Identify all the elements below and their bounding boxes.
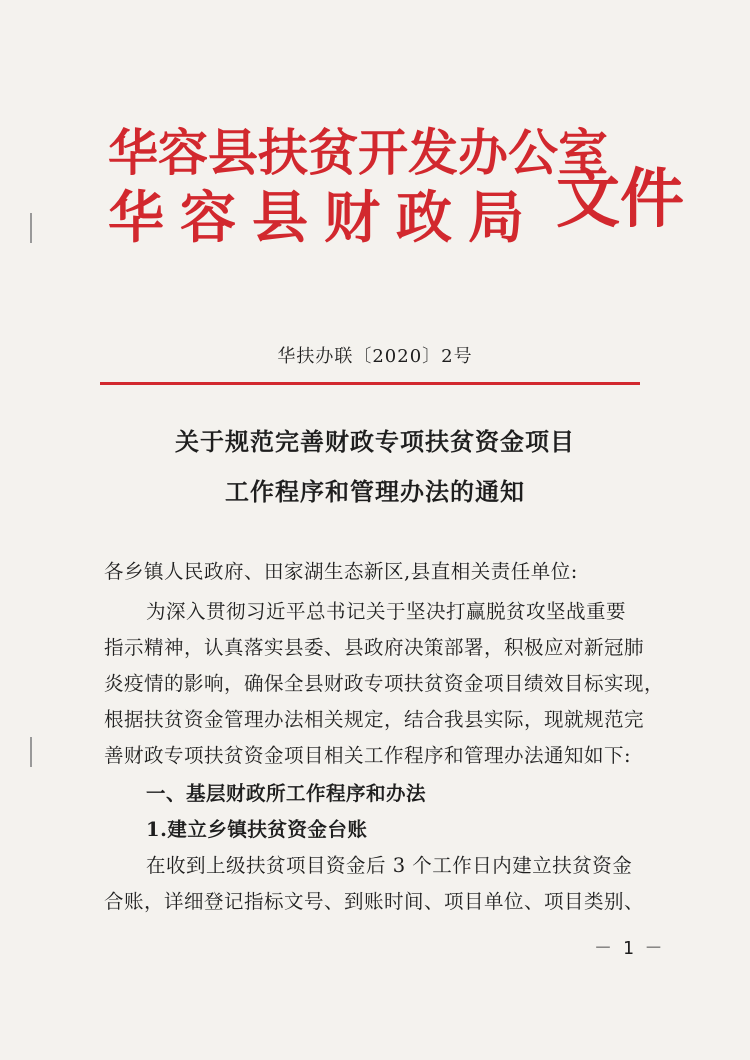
- page-number: － 1 －: [594, 938, 663, 959]
- document-word: 文件: [556, 162, 684, 237]
- issuing-org-1: 华容县扶贫开发办公室: [108, 123, 608, 182]
- paragraph-line: 善财政专项扶贫资金项目相关工作程序和管理办法通知如下:: [104, 744, 632, 767]
- paragraph-line: 合账，详细登记指标文号、到账时间、项目单位、项目类别、: [104, 890, 645, 913]
- scan-mark: [30, 737, 32, 767]
- scan-mark: [30, 213, 32, 243]
- paragraph-line: 指示精神，认真落实县委、县政府决策部署，积极应对新冠肺: [104, 636, 645, 659]
- document-title-line-2: 工作程序和管理办法的通知: [225, 477, 525, 506]
- red-separator-line: [100, 382, 640, 385]
- paragraph-line: 根据扶贫资金管理办法相关规定，结合我县实际，现就规范完: [104, 708, 645, 731]
- paragraph-line: 为深入贯彻习近平总书记关于坚决打赢脱贫攻坚战重要: [146, 600, 627, 623]
- document-title-line-1: 关于规范完善财政专项扶贫资金项目: [175, 427, 575, 456]
- section-heading: 一、基层财政所工作程序和办法: [146, 782, 427, 805]
- paragraph-line: 在收到上级扶贫项目资金后 3 个工作日内建立扶贫资金: [146, 854, 633, 877]
- paragraph-line: 炎疫情的影响，确保全县财政专项扶贫资金项目绩效目标实现，: [104, 672, 665, 695]
- addressee: 各乡镇人民政府、田家湖生态新区,县直相关责任单位:: [104, 560, 578, 583]
- issuing-org-2: 华容县财政局: [108, 185, 540, 251]
- document-number: 华扶办联〔2020〕2号: [277, 346, 473, 367]
- subsection-heading: 1.建立乡镇扶贫资金台账: [146, 818, 368, 841]
